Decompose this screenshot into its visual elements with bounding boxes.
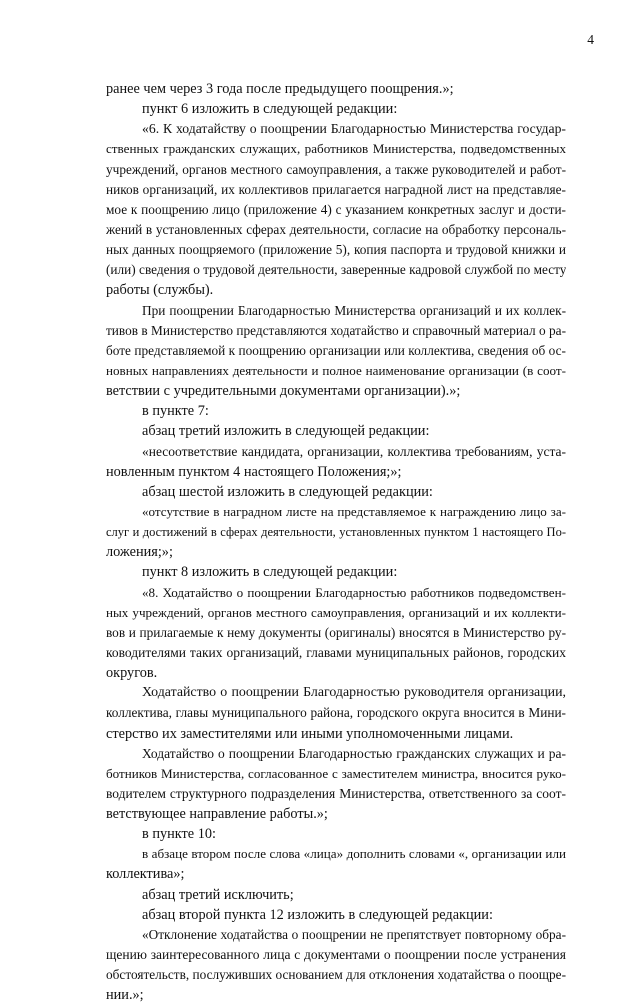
document-body xyxy=(106,79,566,1005)
text-line: в абзаце втором после слова «лица» дополнить словами «, организации или xyxy=(142,846,566,862)
text-line: жений в установленных сферах деятельности, согласие на обработку персональ- xyxy=(106,221,566,237)
text-line: абзац второй пункта 12 изложить в следующей редакции: xyxy=(142,906,493,923)
page-number: 4 xyxy=(587,32,594,47)
text-line: «Отклонение ходатайства о поощрении не препятствует повторному обра- xyxy=(142,926,566,942)
text-line: стерство их заместителями или иными уполномоченными лицами. xyxy=(106,725,514,742)
text-line: в пункте 7: xyxy=(142,403,209,420)
text-line: ранее чем через 3 года после предыдущего поощрения.»; xyxy=(106,81,454,97)
text-line: нии.»; xyxy=(106,987,144,1004)
text-line: «несоответствие кандидата, организации, коллектива требованиям, уста- xyxy=(142,443,566,459)
text-line: обстоятельств, послуживших основанием для отклонения ходатайства о поощре- xyxy=(106,967,566,983)
text-line: Ходатайство о поощрении Благодарностью руководителя организации, xyxy=(142,685,566,701)
text-line: (или) сведения о трудовой деятельности, заверенные кадровой службой по месту xyxy=(106,262,566,278)
text-line: ных учреждений, органов местного самоуправления, организаций и их коллекти- xyxy=(106,604,566,620)
text-line: новных направлениях деятельности и полное наименование организации (в соот- xyxy=(106,362,566,378)
text-line: ложения;»; xyxy=(106,544,173,561)
text-line: тивов в Министерство представляются ходатайство и справочный материал о ра- xyxy=(106,322,566,338)
text-line: «8. Ходатайство о поощрении Благодарностью работников подведомствен- xyxy=(142,584,566,600)
text-line: округов. xyxy=(106,665,158,682)
text-line: абзац третий исключить; xyxy=(142,886,294,903)
text-line: мое к поощрению лицо (приложение 4) с указанием конкретных заслуг и дости- xyxy=(106,201,566,217)
text-line: ководителями таких организаций, главами муниципальных районов, городских xyxy=(106,644,566,660)
text-line: «отсутствие в наградном листе на представляемое к награждению лицо за- xyxy=(142,503,566,519)
text-line: Ходатайство о поощрении Благодарностью гражданских служащих и ра- xyxy=(142,745,566,761)
text-line: абзац третий изложить в следующей редакции: xyxy=(142,423,430,440)
text-line: вов и прилагаемые к нему документы (оригиналы) вносятся в Министерство ру- xyxy=(106,624,566,640)
text-line: работы (службы). xyxy=(106,282,214,299)
text-line: коллектива»; xyxy=(106,866,185,883)
text-line: «6. К ходатайству о поощрении Благодарностью Министерства государ- xyxy=(142,121,566,137)
text-line: боте представляемой к поощрению организации или коллектива, сведения об ос- xyxy=(106,342,566,358)
text-line: ботников Министерства, согласованное с заместителем министра, вносится руко- xyxy=(106,765,566,781)
text-line: пункт 8 изложить в следующей редакции: xyxy=(142,564,398,581)
text-line: ственных гражданских служащих, работников Министерства, подведомственных xyxy=(106,141,566,157)
text-line: При поощрении Благодарностью Министерства организаций и их коллек- xyxy=(142,302,566,318)
text-line: водителем структурного подразделения Министерства, ответственного за соот- xyxy=(106,785,566,801)
text-line: в пункте 10: xyxy=(142,826,216,843)
text-line: ников организаций, их коллективов прилагается наградной лист на представляе- xyxy=(106,181,566,197)
text-line: коллектива, главы муниципального района, городского округа вносится в Мини- xyxy=(106,705,566,721)
text-line: слуг и достижений в сферах деятельности, установленных пунктом 1 настоящего По- xyxy=(106,525,566,540)
text-line: ных данных поощряемого (приложение 5), копия паспорта и трудовой книжки и xyxy=(106,242,566,258)
text-line: пункт 6 изложить в следующей редакции: xyxy=(142,101,398,118)
text-line: щению заинтересованного лица с документами о поощрении после устранения xyxy=(106,947,566,963)
text-line: абзац шестой изложить в следующей редакции: xyxy=(142,483,433,500)
text-line: ветствии с учредительными документами организации).»; xyxy=(106,383,461,400)
text-line: учреждений, органов местного самоуправления, а также руководителей и работ- xyxy=(106,161,566,177)
text-line: ветствующее направление работы.»; xyxy=(106,806,328,823)
text-line: новленным пунктом 4 настоящего Положения;»; xyxy=(106,463,402,480)
